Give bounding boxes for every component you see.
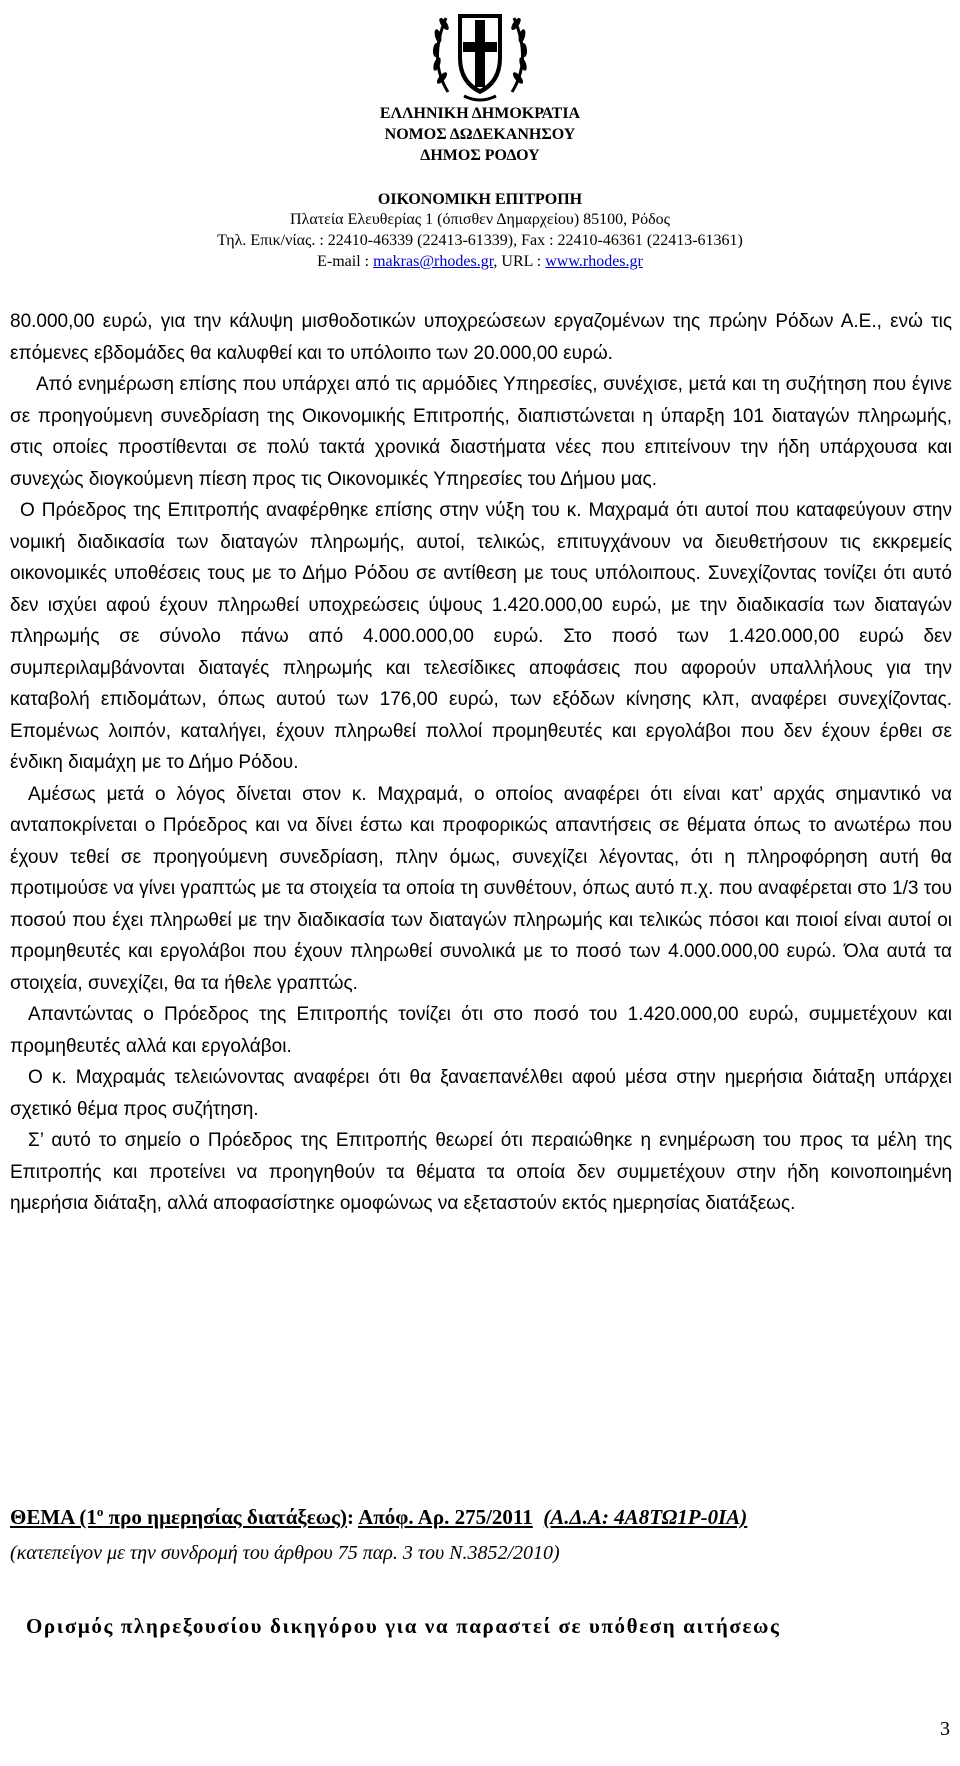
address-line: Πλατεία Ελευθερίας 1 (όπισθεν Δημαρχείου) 85100, Ρόδος: [290, 211, 670, 228]
ada-code: (Α.Δ.Α: 4Α8ΤΩ1Ρ-0ΙΑ): [543, 1505, 748, 1529]
paragraph-2: Από ενημέρωση επίσης που υπάρχει από τις αρμόδιες Υπηρεσίες, συνέχισε, μετά και τη συζήτηση που έγινε σε προηγούμενη συνεδρίαση της Οικονομικής Επιτροπής, διαπιστώνεται η ύπαρξη 101 διαταγών πληρωμής, στις οποίες προστίθενται σε πολύ τακτά χρονικά διαστήματα νέες που επιτείνουν την ήδη υπάρχουσα και συνεχώς διογκούμενη πίεση προς τις Οικονομικές Υπηρεσίες του Δήμου μας.: [10, 374, 952, 490]
paragraph-4: Αμέσως μετά ο λόγος δίνεται στον κ. Μαχραμά, ο οποίος αναφέρει ότι είναι κατ’ αρχάς σημαντικό να ανταποκρίνεται ο Πρόεδρος και να δίνει έστω και προφορικώς απαντήσεις σε θέματα όπως το ανωτέρω που έχουν τεθεί σε προηγούμενη συνεδρίαση, πλην όμως, συνεχίζει λέγοντας, ότι η πληροφόρηση αυτή θα προτιμούσε να γίνει γραπτώς με τα στοιχεία τα οποία τη συνθέτουν, όπως αυτό π.χ. που αναφέρεται στο 1/3 του ποσού που έχει πληρωθεί με την διαδικασία των διαταγών πληρωμής και τελικώς πόσοι και ποιοί είναι αυτοί οι προμηθευτές και εργολάβοι που έχουν πληρωθεί συνολικά με το ποσό των 4.000.000,00 ευρώ. Όλα αυτά τα στοιχεία, συνεχίζει, θα τα ήθελε γραπτώς.: [10, 783, 952, 994]
minutes-body: [10, 306, 952, 1220]
url-label: , URL :: [493, 253, 546, 270]
paragraph-1: 80.000,00 ευρώ, για την κάλυψη μισθοδοτικών υποχρεώσεων εργαζομένων της πρώην Ρόδων Α.Ε., ενώ τις επόμενες εβδομάδες θα καλυφθεί και το υπόλοιπο των 20.000,00 ευρώ.: [10, 311, 952, 364]
email-link[interactable]: makras@rhodes.gr: [373, 253, 494, 270]
topic-heading: [10, 1504, 952, 1530]
committee-title: ΟΙΚΟΝΟΜΙΚΗ ΕΠΙΤΡΟΠΗ: [377, 191, 583, 208]
prefecture-title: ΝΟΜΟΣ ΔΩΔΕΚΑΝΗΣΟΥ: [384, 126, 576, 143]
urgency-note: (κατεπείγον με την συνδρομή του άρθρου 75 παρ. 3 του Ν.3852/2010): [10, 1542, 560, 1564]
paragraph-6: Ο κ. Μαχραμάς τελειώνοντας αναφέρει ότι θα ξαναεπανέλθει αφού μέσα στην ημερήσια διάταξη υπάρχει σχετικό θέμα προς συζήτηση.: [10, 1067, 952, 1120]
republic-title: ΕΛΛΗΝΙΚΗ ΔΗΜΟΚΡΑΤΙΑ: [379, 105, 581, 122]
paragraph-5: Απαντώντας ο Πρόεδρος της Επιτροπής τονίζει ότι στο ποσό του 1.420.000,00 ευρώ, συμμετέχουν και προμηθευτές αλλά και εργολάβοι.: [10, 1004, 952, 1057]
contact-line: [0, 252, 960, 272]
url-link[interactable]: www.rhodes.gr: [545, 253, 643, 270]
topic-subject: Ορισμός πληρεξουσίου δικηγόρου για να παραστεί σε υπόθεση αιτήσεως: [26, 1614, 781, 1638]
paragraph-3: Ο Πρόεδρος της Επιτροπής αναφέρθηκε επίσης στην νύξη του κ. Μαχραμά ότι αυτοί που καταφεύγουν στην νομική διαδικασία των διαταγών πληρωμής, αυτοί, τελικώς, επιτυγχάνουν να διευθετήσουν τις εκκρεμείς οικονομικές υποθέσεις τους με το Δήμο Ρόδου σε αντίθεση με τους υπόλοιπους. Συνεχίζοντας τονίζει ότι αυτό δεν ισχύει αφού έχουν πληρωθεί υποχρεώσεις ύψους 1.420.000,00 ευρώ, με την διαδικασία των διαταγών πληρωμής σε σύνολο πάνω από 4.000.000,00 ευρώ. Στο ποσό των 1.420.000,00 ευρώ δεν συμπεριλαμβάνονται διαταγές πληρωμής και τελεσίδικες αποφάσεις που αφορούν υπαλλήλους για την καταβολή επιδομάτων, όπως αυτού των 176,00 ευρώ, των εξόδων κίνησης κλπ, αναφέρει συνεχίζοντας. Επομένως λοιπόν, καταλήγει, έχουν πληρωθεί πολλοί προμηθευτές και εργολάβοι που δεν έχουν έρθει σε ένδικη διαμάχη με το Δήμο Ρόδου.: [10, 500, 952, 773]
topic-colon: :: [346, 1505, 359, 1529]
topic-label: ΘΕΜΑ ($1^o$ προ ημερησίας διατάξεως): [10, 1504, 347, 1529]
email-label: E-mail :: [317, 253, 374, 270]
paragraph-7: Σ’ αυτό το σημείο ο Πρόεδρος της Επιτροπής θεωρεί ότι περαιώθηκε η ενημέρωση του προς τα μέλη της Επιτροπής και προτείνει να προηγηθούν τα θέματα τα οποία δεν συμμετέχουν στην ήδη κοινοποιημένη ημερήσια διάταξη, αλλά αποφασίστηκε ομοφώνως να εξεταστούν εκτός ημερησίας διατάξεως.: [10, 1130, 952, 1214]
decision-number: Απόφ. Αρ. 275/2011: [358, 1505, 533, 1529]
greek-coat-of-arms-emblem: [418, 0, 542, 104]
page-number: 3: [940, 1718, 950, 1740]
phones-line: Τηλ. Επικ/νίας. : 22410-46339 (22413-61339), Fax : 22410-46361 (22413-61361): [217, 232, 743, 249]
municipality-title: ΔΗΜΟΣ ΡΟΔΟΥ: [420, 147, 540, 164]
